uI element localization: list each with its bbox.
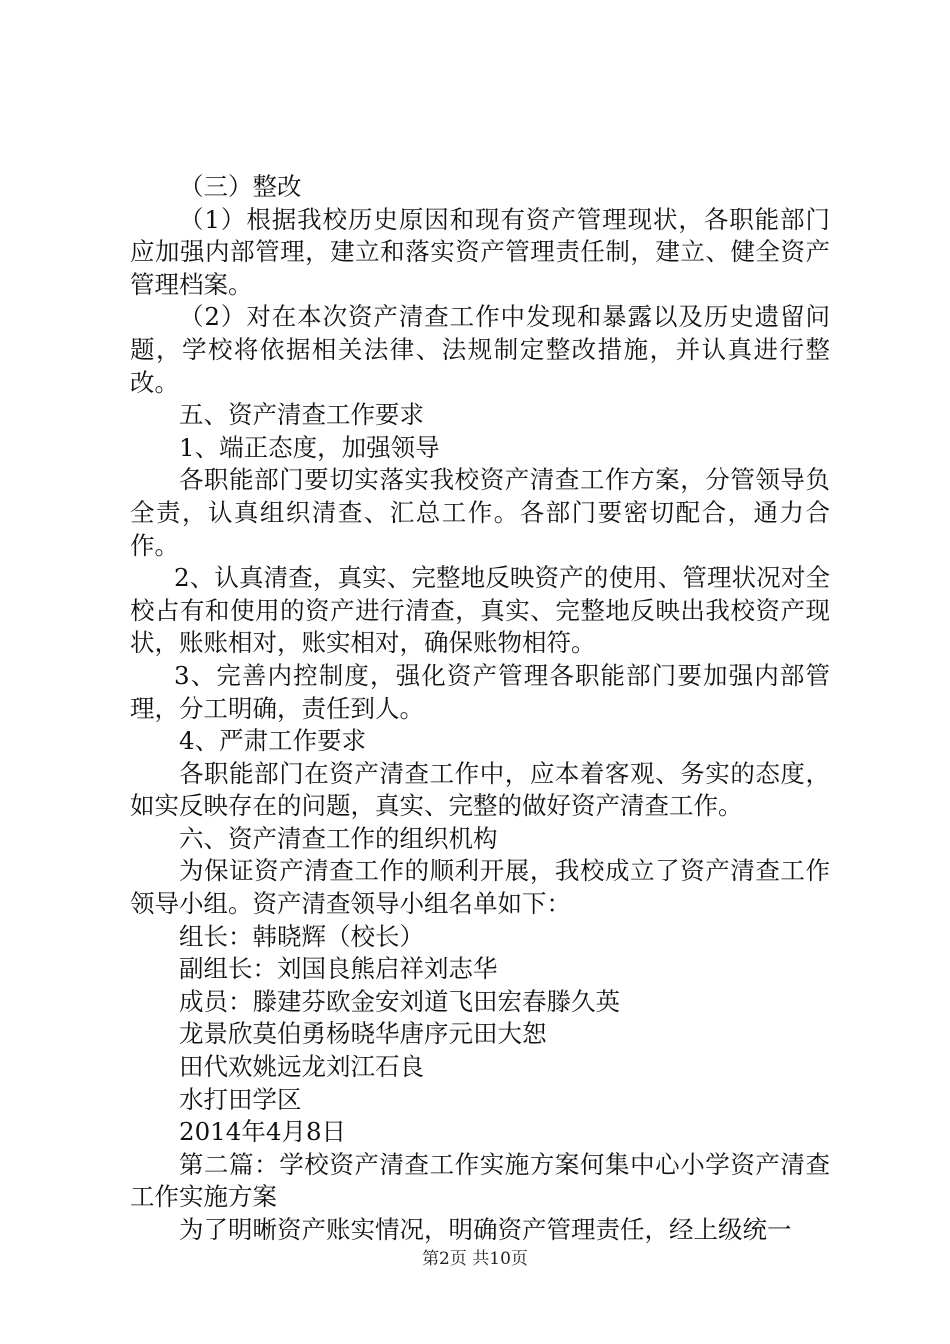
- paragraph: 为保证资产清查工作的顺利开展，我校成立了资产清查工作领导小组。资产清查领导小组名单如下：: [130, 856, 830, 919]
- paragraph: （三）整改: [179, 172, 302, 201]
- paragraph: 六、资产清查工作的组织机构: [179, 823, 498, 853]
- paragraph: 田代欢姚远龙刘江石良: [179, 1052, 424, 1082]
- paragraph: 2014年4月8日: [179, 1117, 347, 1147]
- paragraph: 各职能部门在资产清查工作中，应本着客观、务实的态度，如实反映存在的问题，真实、完整的做好资产清查工作。: [130, 758, 830, 821]
- paragraph: 龙景欣莫伯勇杨晓华唐序元田大恕: [179, 1019, 547, 1049]
- paragraph: 为了明晰资产账实情况，明确资产管理责任，经上级统一: [179, 1215, 792, 1244]
- paragraph: 副组长：刘国良熊启祥刘志华: [179, 954, 498, 984]
- paragraph: 组长：韩晓辉（校长）: [179, 921, 424, 951]
- paragraph: 成员：滕建芬欧金安刘道飞田宏春滕久英: [179, 986, 620, 1016]
- document-body: [130, 171, 830, 1247]
- paragraph: 3、完善内控制度，强化资产管理各职能部门要加强内部管理，分工明确，责任到人。: [130, 660, 830, 723]
- paragraph: 4、严肃工作要求: [179, 726, 367, 756]
- paragraph: 第二篇：学校资产清查工作实施方案何集中心小学资产清查工作实施方案: [130, 1149, 830, 1212]
- paragraph: （2）对在本次资产清查工作中发现和暴露以及历史遗留问题，学校将依据相关法律、法规制定整改措施，并认真进行整改。: [130, 302, 830, 397]
- paragraph: （1）根据我校历史原因和现有资产管理现状，各职能部门应加强内部管理，建立和落实资产管理责任制，建立、健全资产管理档案。: [130, 204, 830, 299]
- paragraph: 水打田学区: [179, 1084, 302, 1114]
- page-footer: 第2页 共10页: [422, 1249, 528, 1269]
- paragraph: 五、资产清查工作要求: [179, 400, 424, 430]
- paragraph: 2、认真清查，真实、完整地反映资产的使用、管理状况对全校占有和使用的资产进行清查，真实、完整地反映出我校资产现状，账账相对，账实相对，确保账物相符。: [130, 563, 830, 658]
- paragraph: 1、端正态度，加强领导: [179, 432, 440, 462]
- paragraph: 各职能部门要切实落实我校资产清查工作方案，分管领导负全责，认真组织清查、汇总工作。各部门要密切配合，通力合作。: [130, 465, 830, 560]
